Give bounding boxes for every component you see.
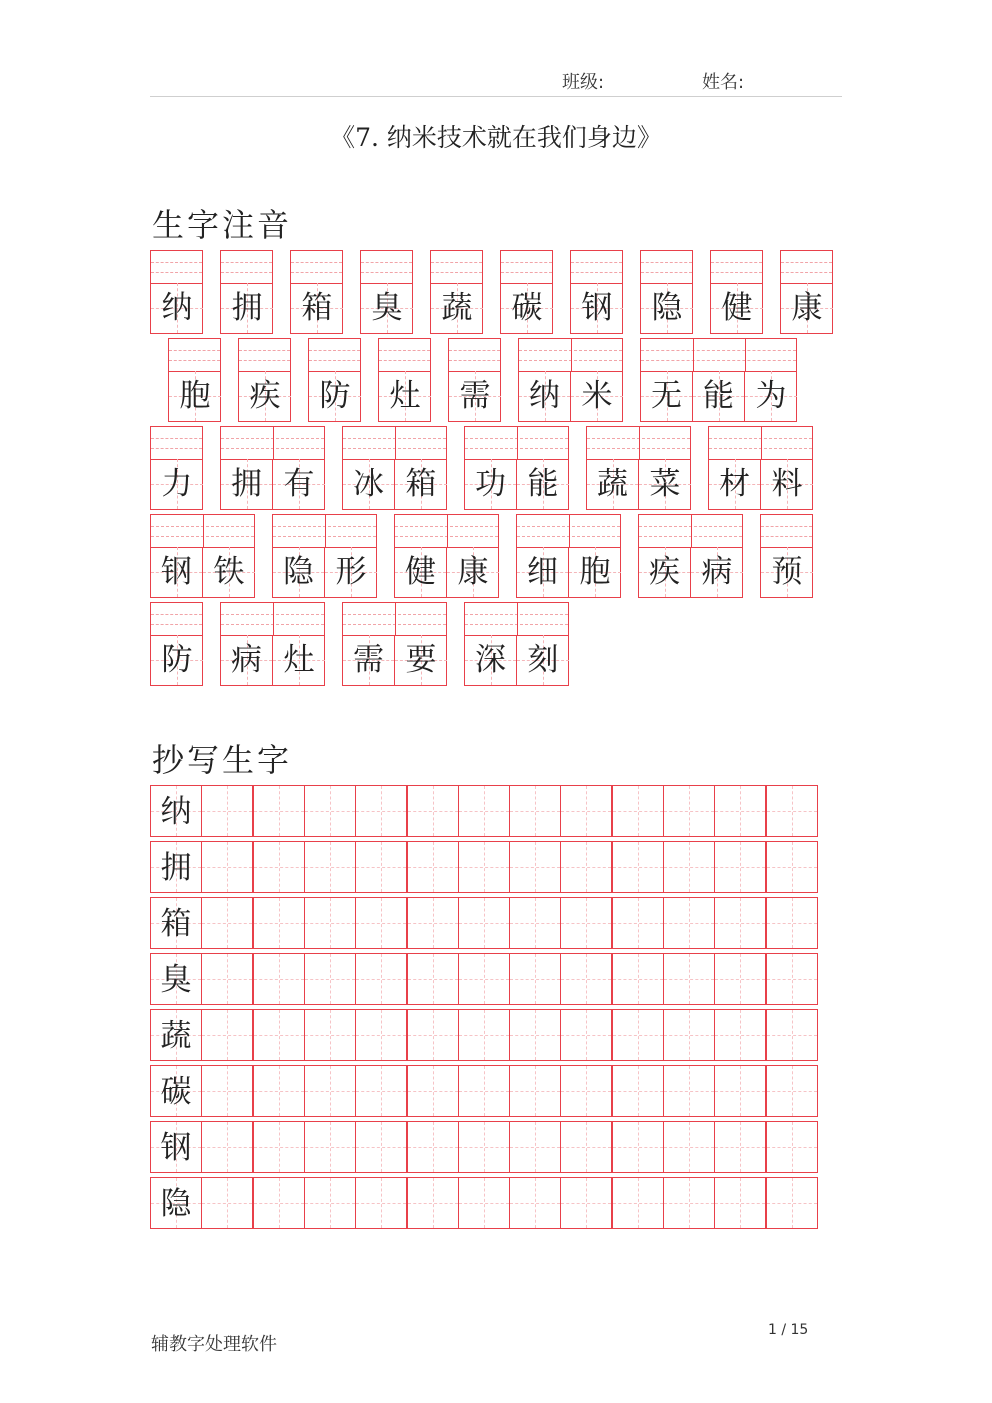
practice-cell <box>407 897 459 949</box>
pinyin-word-box <box>586 426 691 510</box>
char-cell <box>309 371 361 421</box>
practice-cell <box>663 841 715 893</box>
character: 功 <box>475 466 506 502</box>
practice-cell <box>766 841 818 893</box>
practice-cell <box>304 841 356 893</box>
practice-cell <box>509 897 561 949</box>
class-label: 班级: <box>562 72 605 93</box>
practice-cell <box>612 1177 664 1229</box>
character: 疾 <box>249 378 281 414</box>
pinyin-word-box <box>780 250 833 334</box>
pinyin-word-box <box>220 250 273 334</box>
char-cell <box>221 635 273 685</box>
char-cell <box>519 371 571 421</box>
character: 臭 <box>371 290 403 326</box>
practice-cell <box>304 1121 356 1173</box>
pinyin-word-box <box>710 250 763 334</box>
practice-cell <box>560 1177 612 1229</box>
char-cell <box>239 371 291 421</box>
character: 米 <box>581 378 613 414</box>
practice-cell <box>458 785 510 837</box>
char-cell <box>325 547 377 597</box>
character: 疾 <box>649 554 680 590</box>
name-label: 姓名: <box>702 72 745 93</box>
pinyin-word-box <box>220 602 325 686</box>
character: 为 <box>755 378 787 414</box>
practice-cell <box>253 1065 305 1117</box>
practice-cell <box>714 1009 766 1061</box>
pinyin-word-box <box>516 514 621 598</box>
practice-cell <box>509 953 561 1005</box>
character: 料 <box>771 466 803 502</box>
practice-cell <box>355 1177 407 1229</box>
pinyin-writing-lines <box>571 251 622 284</box>
pinyin-word-box <box>150 426 203 510</box>
copy-row <box>150 1065 818 1117</box>
model-character: 纳 <box>160 794 192 830</box>
character: 胞 <box>579 554 611 590</box>
character: 拥 <box>231 290 263 326</box>
practice-cell <box>458 841 510 893</box>
practice-cell <box>663 1177 715 1229</box>
copy-row <box>150 897 818 949</box>
char-cell <box>151 459 203 509</box>
character: 钢 <box>161 554 192 590</box>
pinyin-word-box <box>760 514 813 598</box>
practice-cell <box>407 1009 459 1061</box>
pinyin-word-box <box>342 426 447 510</box>
char-cell <box>447 547 499 597</box>
character: 材 <box>719 466 750 502</box>
character: 能 <box>527 466 559 502</box>
practice-cell <box>714 1121 766 1173</box>
practice-cell <box>714 897 766 949</box>
pinyin-word-box <box>518 338 623 422</box>
char-cell <box>639 547 691 597</box>
practice-cell <box>766 1177 818 1229</box>
practice-cell <box>253 785 305 837</box>
character: 灶 <box>283 642 315 678</box>
practice-cell <box>407 1177 459 1229</box>
practice-cell <box>663 953 715 1005</box>
practice-cell <box>509 1177 561 1229</box>
char-cell <box>273 547 325 597</box>
practice-cell <box>253 1009 305 1061</box>
practice-cell <box>407 1065 459 1117</box>
footer-software: 辅教字处理软件 <box>151 1334 277 1355</box>
character: 冰 <box>353 466 384 502</box>
char-cell <box>395 635 447 685</box>
practice-cell <box>612 953 664 1005</box>
practice-cell <box>612 1065 664 1117</box>
copy-row <box>150 1009 818 1061</box>
practice-cell <box>612 785 664 837</box>
header-divider <box>150 96 842 97</box>
copy-row <box>150 1121 818 1173</box>
section-title-pinyin: 生字注音 <box>152 206 293 244</box>
practice-cell <box>714 841 766 893</box>
character: 需 <box>353 642 384 678</box>
pinyin-writing-lines <box>711 251 762 284</box>
practice-cell <box>612 1121 664 1173</box>
model-character: 箱 <box>160 906 192 942</box>
practice-cell <box>766 897 818 949</box>
char-cell <box>343 635 395 685</box>
pinyin-writing-lines <box>309 339 360 372</box>
practice-cell <box>663 785 715 837</box>
practice-cell <box>560 1121 612 1173</box>
model-character: 碳 <box>160 1074 192 1110</box>
pinyin-writing-lines <box>449 339 500 372</box>
practice-cell <box>663 1065 715 1117</box>
char-cell <box>693 371 745 421</box>
char-cell <box>571 283 623 333</box>
character: 健 <box>721 290 753 326</box>
character: 碳 <box>511 290 543 326</box>
copy-row <box>150 785 818 837</box>
character: 力 <box>161 466 193 502</box>
practice-cell <box>560 841 612 893</box>
practice-cell <box>304 897 356 949</box>
pinyin-word-box <box>640 250 693 334</box>
char-cell <box>517 459 569 509</box>
copy-row <box>150 841 818 893</box>
char-cell <box>379 371 431 421</box>
character: 病 <box>701 554 733 590</box>
model-character: 蔬 <box>160 1018 192 1054</box>
char-cell <box>151 283 203 333</box>
char-cell <box>517 635 569 685</box>
char-cell <box>641 283 693 333</box>
character: 灶 <box>389 378 421 414</box>
practice-cell <box>509 841 561 893</box>
practice-cell <box>201 1121 253 1173</box>
practice-cell <box>458 1065 510 1117</box>
character: 形 <box>335 554 367 590</box>
character: 蔬 <box>597 466 628 502</box>
character: 菜 <box>649 466 681 502</box>
pinyin-word-box <box>448 338 501 422</box>
char-cell <box>639 459 691 509</box>
char-cell <box>501 283 553 333</box>
practice-cell <box>509 1065 561 1117</box>
char-cell <box>395 547 447 597</box>
practice-cell <box>201 785 253 837</box>
pinyin-writing-lines <box>239 339 290 372</box>
pinyin-word-box <box>570 250 623 334</box>
practice-cell <box>714 1065 766 1117</box>
character: 隐 <box>651 290 683 326</box>
pinyin-word-box <box>500 250 553 334</box>
practice-cell <box>509 785 561 837</box>
page-title: 《7. 纳米技术就在我们身边》 <box>330 123 662 152</box>
character: 健 <box>405 554 436 590</box>
pinyin-word-box <box>708 426 813 510</box>
character: 康 <box>457 554 489 590</box>
character: 拥 <box>231 466 262 502</box>
practice-cell <box>355 1121 407 1173</box>
page-number: 1 / 15 <box>768 1322 809 1338</box>
char-cell <box>745 371 797 421</box>
practice-cell <box>560 1009 612 1061</box>
char-cell <box>761 547 813 597</box>
copy-row <box>150 953 818 1005</box>
char-cell <box>361 283 413 333</box>
practice-cell <box>201 953 253 1005</box>
practice-cell <box>201 1065 253 1117</box>
character: 蔬 <box>441 290 473 326</box>
pinyin-writing-lines <box>781 251 832 284</box>
practice-cell <box>201 841 253 893</box>
practice-cell <box>201 1177 253 1229</box>
practice-cell <box>663 1121 715 1173</box>
practice-cell <box>304 1065 356 1117</box>
practice-cell <box>355 897 407 949</box>
character: 铁 <box>213 554 245 590</box>
char-cell <box>273 459 325 509</box>
practice-cell <box>304 1009 356 1061</box>
character: 细 <box>527 554 558 590</box>
practice-cell <box>355 1009 407 1061</box>
model-char-cell <box>150 1065 202 1117</box>
pinyin-writing-lines <box>151 603 202 636</box>
practice-cell <box>714 1177 766 1229</box>
practice-cell <box>253 1121 305 1173</box>
practice-cell <box>714 953 766 1005</box>
pinyin-writing-lines <box>761 515 812 548</box>
pinyin-word-box <box>394 514 499 598</box>
character: 纳 <box>529 378 560 414</box>
character: 有 <box>283 466 315 502</box>
char-cell <box>587 459 639 509</box>
model-character: 钢 <box>160 1130 192 1166</box>
practice-cell <box>407 841 459 893</box>
practice-cell <box>458 1177 510 1229</box>
practice-cell <box>407 1121 459 1173</box>
character: 隐 <box>283 554 314 590</box>
pinyin-writing-lines <box>641 339 796 372</box>
practice-cell <box>714 785 766 837</box>
pinyin-word-box <box>360 250 413 334</box>
char-cell <box>781 283 833 333</box>
practice-cell <box>304 785 356 837</box>
char-cell <box>431 283 483 333</box>
character: 防 <box>319 378 351 414</box>
model-char-cell <box>150 953 202 1005</box>
pinyin-word-box <box>342 602 447 686</box>
model-character: 隐 <box>160 1186 192 1222</box>
char-cell <box>221 283 273 333</box>
char-cell <box>169 371 221 421</box>
practice-cell <box>458 1121 510 1173</box>
practice-cell <box>253 953 305 1005</box>
practice-cell <box>304 953 356 1005</box>
char-cell <box>343 459 395 509</box>
character: 刻 <box>527 642 559 678</box>
character: 防 <box>161 642 193 678</box>
practice-cell <box>253 1177 305 1229</box>
pinyin-word-box <box>464 426 569 510</box>
char-cell <box>571 371 623 421</box>
practice-cell <box>560 1065 612 1117</box>
char-cell <box>709 459 761 509</box>
section-title-copy: 抄写生字 <box>152 741 293 779</box>
char-cell <box>203 547 255 597</box>
char-cell <box>221 459 273 509</box>
practice-cell <box>766 1065 818 1117</box>
practice-cell <box>355 1065 407 1117</box>
character: 能 <box>703 378 734 414</box>
practice-cell <box>355 953 407 1005</box>
copy-row <box>150 1177 818 1229</box>
character: 纳 <box>161 290 193 326</box>
pinyin-writing-lines <box>221 251 272 284</box>
practice-cell <box>663 1009 715 1061</box>
char-cell <box>711 283 763 333</box>
pinyin-word-box <box>378 338 431 422</box>
practice-cell <box>612 1009 664 1061</box>
model-char-cell <box>150 1177 202 1229</box>
pinyin-writing-lines <box>151 251 202 284</box>
pinyin-word-box <box>272 514 377 598</box>
pinyin-writing-lines <box>641 251 692 284</box>
pinyin-writing-lines <box>361 251 412 284</box>
pinyin-word-box <box>640 338 797 422</box>
practice-cell <box>304 1177 356 1229</box>
pinyin-word-box <box>290 250 343 334</box>
pinyin-word-box <box>238 338 291 422</box>
pinyin-word-box <box>638 514 743 598</box>
pinyin-writing-lines <box>501 251 552 284</box>
char-cell <box>395 459 447 509</box>
character: 要 <box>405 642 437 678</box>
character: 箱 <box>405 466 437 502</box>
practice-cell <box>509 1121 561 1173</box>
practice-cell <box>766 1009 818 1061</box>
practice-cell <box>355 785 407 837</box>
character: 箱 <box>301 290 333 326</box>
char-cell <box>465 635 517 685</box>
character: 预 <box>771 554 803 590</box>
practice-cell <box>560 785 612 837</box>
pinyin-writing-lines <box>379 339 430 372</box>
character: 需 <box>459 378 491 414</box>
practice-cell <box>663 897 715 949</box>
character: 胞 <box>179 378 211 414</box>
practice-cell <box>201 897 253 949</box>
model-character: 臭 <box>160 962 192 998</box>
practice-cell <box>201 1009 253 1061</box>
practice-cell <box>560 897 612 949</box>
char-cell <box>691 547 743 597</box>
char-cell <box>641 371 693 421</box>
practice-cell <box>407 785 459 837</box>
pinyin-writing-lines <box>169 339 220 372</box>
char-cell <box>151 547 203 597</box>
pinyin-writing-lines <box>291 251 342 284</box>
model-character: 拥 <box>160 850 192 886</box>
practice-cell <box>612 897 664 949</box>
practice-cell <box>560 953 612 1005</box>
pinyin-word-box <box>168 338 221 422</box>
char-cell <box>569 547 621 597</box>
practice-cell <box>407 953 459 1005</box>
model-char-cell <box>150 1121 202 1173</box>
pinyin-word-box <box>150 250 203 334</box>
char-cell <box>449 371 501 421</box>
pinyin-word-box <box>430 250 483 334</box>
pinyin-word-box <box>150 514 255 598</box>
character: 无 <box>651 378 682 414</box>
practice-cell <box>766 953 818 1005</box>
practice-cell <box>509 1009 561 1061</box>
practice-cell <box>766 1121 818 1173</box>
pinyin-writing-lines <box>431 251 482 284</box>
char-cell <box>291 283 343 333</box>
char-cell <box>273 635 325 685</box>
practice-cell <box>458 953 510 1005</box>
character: 康 <box>791 290 823 326</box>
practice-cell <box>766 785 818 837</box>
pinyin-word-box <box>308 338 361 422</box>
pinyin-writing-lines <box>151 427 202 460</box>
character: 病 <box>231 642 262 678</box>
char-cell <box>761 459 813 509</box>
model-char-cell <box>150 897 202 949</box>
pinyin-word-box <box>220 426 325 510</box>
character: 钢 <box>581 290 613 326</box>
practice-cell <box>458 897 510 949</box>
pinyin-word-box <box>464 602 569 686</box>
character: 深 <box>475 642 506 678</box>
practice-cell <box>253 841 305 893</box>
practice-cell <box>355 841 407 893</box>
model-char-cell <box>150 1009 202 1061</box>
practice-cell <box>458 1009 510 1061</box>
practice-cell <box>612 841 664 893</box>
pinyin-word-box <box>150 602 203 686</box>
model-char-cell <box>150 785 202 837</box>
char-cell <box>465 459 517 509</box>
practice-cell <box>253 897 305 949</box>
char-cell <box>517 547 569 597</box>
model-char-cell <box>150 841 202 893</box>
char-cell <box>151 635 203 685</box>
